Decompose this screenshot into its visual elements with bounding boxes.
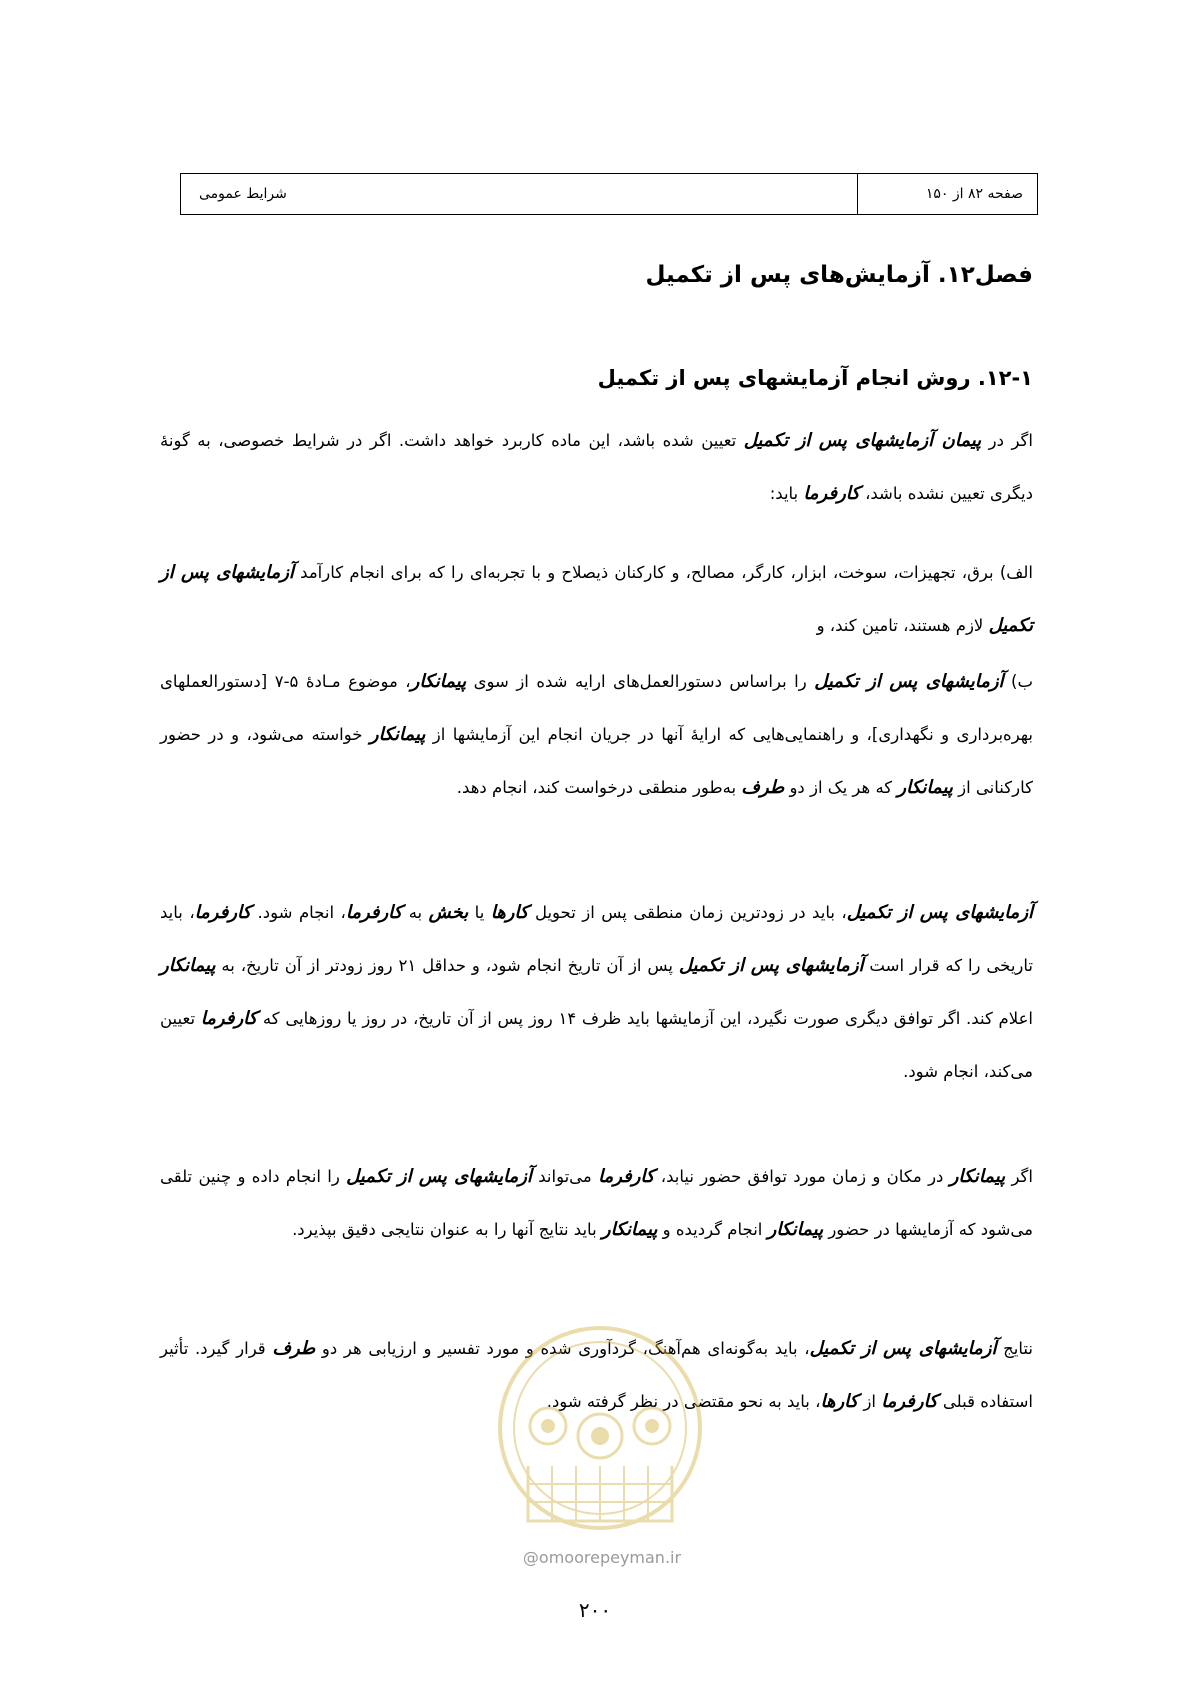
- defined-term: پیمانکار: [767, 1219, 824, 1240]
- paragraph-text: انجام گردیده و: [657, 1220, 768, 1239]
- watermark-url: @omoorepeyman.ir: [522, 1548, 682, 1567]
- paragraph-text: را انجام داده و چنین تلقی می‌شود که آزمایشها در حضور: [160, 1167, 1033, 1239]
- paragraph-text: اعلام کند. اگر توافق دیگری صورت نگیرد، این آزمایشها باید ظرف ۱۴ روز پس از آن تاریخ، در روز یا روزهایی که: [257, 1009, 1033, 1028]
- paragraph-text: اگر در: [981, 431, 1033, 450]
- paragraph-text: ، انجام شود.: [251, 903, 346, 922]
- paragraph-text: به‌طور منطقی درخواست کند، انجام دهد.: [456, 778, 742, 797]
- paragraph-text: باید نتایج آنها را به عنوان نتایجی دقیق بپذیرد.: [292, 1220, 602, 1239]
- defined-term: کارفرما: [194, 902, 252, 923]
- paragraph-text: نتایج: [996, 1339, 1033, 1358]
- paragraph-4: [160, 886, 1033, 1098]
- paragraph-text: قرار گیرد. تأثیر استفاده قبلی: [160, 1339, 1033, 1411]
- defined-term: آزمایشهای پس از تکمیل: [809, 1338, 997, 1359]
- document-title: شرایط عمومی: [199, 186, 287, 202]
- paragraph-text: را براساس دستورالعمل‌های ارایه شده از سوی: [466, 672, 815, 691]
- page-header: [180, 173, 1038, 215]
- defined-term: آزمایشهای پس از تکمیل: [814, 671, 1004, 692]
- paragraph-text: تعیین شده باشد، این ماده کاربرد خواهد داشت. اگر در شرایط خصوصی، به گونهٔ دیگری تعیین نشده باشد،: [160, 431, 1033, 503]
- paragraph-text: ، باید به‌گونه‌ای هم‌آهنگ، گردآوری شده و مورد تفسیر و ارزیابی هر دو: [315, 1339, 810, 1358]
- defined-term: پیمانکار: [601, 1219, 658, 1240]
- paragraph-text: در مکان و زمان مورد توافق حضور نیابد،: [654, 1167, 950, 1186]
- defined-term: پیمانکار: [369, 724, 426, 745]
- defined-term: پیمانکار: [949, 1166, 1006, 1187]
- defined-term: کارفرما: [200, 1008, 258, 1029]
- defined-term: پیمانکار: [160, 955, 216, 976]
- paragraph-text: تعیین می‌کند، انجام شود.: [160, 1009, 1033, 1081]
- paragraph-text: ، باید در زودترین زمان منطقی پس از تحویل: [528, 903, 847, 922]
- page-info: صفحه ۸۲ از ۱۵۰: [857, 174, 1037, 214]
- defined-term: آزمایشهای پس از تکمیل: [160, 562, 1033, 636]
- paragraph-text: از: [858, 1392, 882, 1411]
- defined-term: طرف: [272, 1338, 316, 1359]
- paragraph-text: ب): [1003, 672, 1033, 691]
- defined-term: کارفرما: [881, 1391, 938, 1412]
- defined-term: کارها: [490, 902, 529, 923]
- defined-term: کارها: [820, 1391, 859, 1412]
- paragraph-text: ، باید به نحو مقتضی در نظر گرفته شود.: [546, 1392, 821, 1411]
- paragraph-text: الف) برق، تجهیزات، سوخت، ابزار، کارگر، مصالح، و کارکنان ذیصلاح و با تجربه‌ای را که برای انجام کارآمد: [293, 563, 1033, 582]
- paragraph-text: باید:: [769, 484, 804, 503]
- paragraph-text: می‌تواند: [531, 1167, 599, 1186]
- defined-term: آزمایشهای پس از تکمیل: [346, 1166, 532, 1187]
- paragraph-text: به: [402, 903, 429, 922]
- paragraph-text: ، موضوع مـادۀ ۵-۷ [دستورالعملهای بهره‌برداری و نگهداری]، و راهنمایی‌هایی که ارایۀ آنها در جریان انجام این آزمایشها از: [160, 672, 1033, 744]
- paragraph-1: [160, 414, 1033, 520]
- paragraph-text: خواسته می‌شود، و در حضور کارکنانی از: [160, 725, 1033, 797]
- chapter-title: فصل۱۲. آزمایش‌های پس از تکمیل: [645, 262, 1033, 288]
- page-number: ۲۰۰: [578, 1598, 612, 1622]
- defined-term: آزمایشهای پس از تکمیل: [846, 902, 1034, 923]
- paragraph-2: [160, 546, 1033, 652]
- watermark-logo-icon: [488, 1316, 712, 1552]
- defined-term: کارفرما: [803, 483, 860, 504]
- defined-term: طرف: [741, 777, 785, 798]
- defined-term: کارفرما: [345, 902, 403, 923]
- paragraph-text: یا: [468, 903, 491, 922]
- paragraph-text: لازم هستند، تامین کند، و: [816, 616, 989, 635]
- paragraph-text: اگر: [1005, 1167, 1033, 1186]
- paragraph-text: پس از آن تاریخ انجام شود، و حداقل ۲۱ روز زودتر از آن تاریخ، به: [215, 956, 679, 975]
- section-title: ۱۲-۱. روش انجام آزمایشهای پس از تکمیل: [597, 366, 1033, 390]
- paragraph-3: [160, 655, 1033, 814]
- paragraph-text: که هر یک از دو: [784, 778, 898, 797]
- defined-term: پیمانکار: [410, 671, 467, 692]
- defined-term: کارفرما: [598, 1166, 655, 1187]
- paragraph-text: ، باید تاریخی را که قرار است: [160, 903, 1033, 975]
- defined-term: پیمانکار: [897, 777, 953, 798]
- defined-term: پیمان آزمایشهای پس از تکمیل: [743, 430, 982, 451]
- defined-term: بخش: [428, 902, 469, 923]
- defined-term: آزمایشهای پس از تکمیل: [678, 955, 864, 976]
- paragraph-5: [160, 1150, 1033, 1256]
